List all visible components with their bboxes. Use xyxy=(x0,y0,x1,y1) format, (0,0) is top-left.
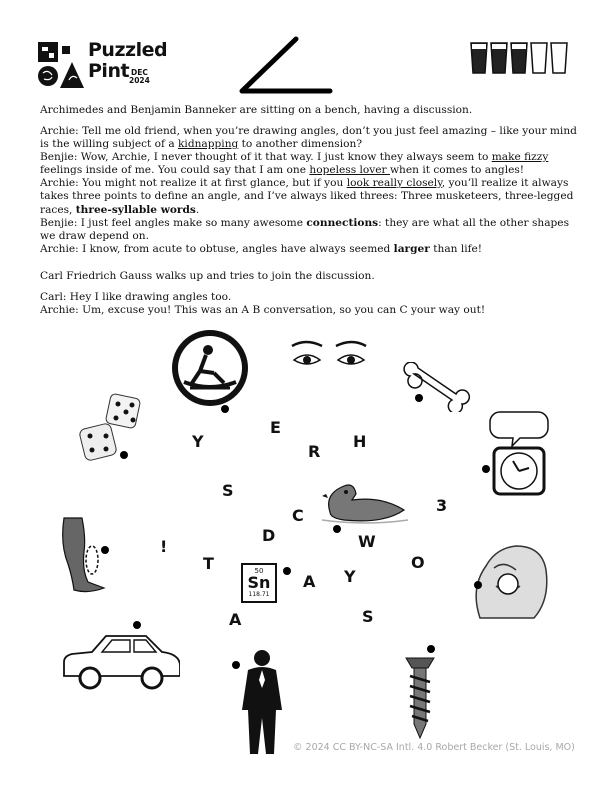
logo-year: 2024 xyxy=(129,76,150,85)
logo-month: DEC xyxy=(131,68,148,77)
underlined-look-really-closely: look really closely xyxy=(346,177,442,190)
puzzled-pint-logo-icon xyxy=(36,40,88,92)
screw-icon xyxy=(400,654,440,740)
bold-three-syllable-words: three-syllable words xyxy=(75,203,196,216)
credit-line: © 2024 CC BY-NC-SA Intl. 4.0 Robert Becker (St. Louis, MO) xyxy=(293,742,575,753)
beer-glass-empty-icon xyxy=(531,43,547,73)
beer-glass-empty-icon xyxy=(551,43,567,73)
archie-line-2: Archie: You might not realize it at first glance, but if you look really closely, you’ll realize it always takes three points to define an angle, and I’ve always liked threes: Three musketeers, three-legged races, three-syllable words. xyxy=(40,177,574,216)
angle-title-icon xyxy=(238,36,334,96)
dot xyxy=(283,567,291,575)
underlined-make-fizzy: make fizzy xyxy=(491,151,549,164)
letter-y-1: Y xyxy=(192,432,204,451)
logo-title xyxy=(88,40,167,82)
letter-r: R xyxy=(308,442,321,461)
bold-connections: connections xyxy=(306,216,379,229)
letter-s-1: S xyxy=(222,481,234,500)
intro-text: Archimedes and Benjamin Banneker are sitting on a bench, having a discussion. xyxy=(40,104,473,116)
dice-icon xyxy=(76,392,144,464)
dot xyxy=(232,661,240,669)
letter-o: O xyxy=(411,553,425,572)
dot xyxy=(333,525,341,533)
logo-line1: Puzzled xyxy=(88,39,168,61)
archie-final-line: Archie: Um, excuse you! This was an A B conversation, so you can C your way out! xyxy=(40,304,486,317)
logo-line2: Pint xyxy=(88,60,130,82)
alarm-clock-speech-bubble-icon xyxy=(488,408,550,500)
tin-element-tile xyxy=(241,563,277,603)
benjie-line-1: Benjie: Wow, Archie, I never thought of it that way. I just know they always seem to make fizzy feelings inside of me. You could say that I am one hopeless lover when it comes to angles! xyxy=(40,151,549,177)
carl-line: Carl: Hey I like drawing angles too. xyxy=(40,291,232,303)
letter-a-2: A xyxy=(229,610,242,629)
tin-symbol: Sn xyxy=(247,573,271,592)
underlined-hopeless-lover: hopeless lover xyxy=(309,164,390,177)
letter-w: W xyxy=(358,532,376,551)
beer-foam xyxy=(492,44,506,49)
digit-3: 3 xyxy=(436,496,448,515)
gauss-line xyxy=(40,270,580,283)
bold-larger: larger xyxy=(393,242,430,255)
dot xyxy=(427,645,435,653)
letter-a-1: A xyxy=(303,572,316,591)
difficulty-beer-glasses xyxy=(468,40,572,76)
letter-h: H xyxy=(353,432,367,451)
leg-icon xyxy=(54,516,110,594)
dot xyxy=(133,621,141,629)
final-exchange xyxy=(40,291,580,317)
beer-foam xyxy=(512,44,526,49)
dot xyxy=(101,546,109,554)
logo-date xyxy=(129,69,150,85)
duck-icon xyxy=(322,478,410,524)
letter-d: D xyxy=(262,526,276,545)
benjie-line-2: Benjie: I just feel angles make so many awesome connections: they are what all the other shapes we draw depend on. xyxy=(40,216,570,242)
exclamation-mark: ! xyxy=(160,537,168,556)
dot xyxy=(415,394,423,402)
underlined-kidnapping: kidnapping xyxy=(178,138,239,151)
dot xyxy=(120,451,128,459)
dot xyxy=(474,581,482,589)
bone-icon xyxy=(400,362,474,412)
dot xyxy=(221,405,229,413)
tin-atomic-number: 50 xyxy=(254,567,264,575)
letter-e: E xyxy=(270,418,281,437)
archie-line-3: Archie: I know, from acute to obtuse, angles have always seemed larger than life! xyxy=(40,242,483,255)
dot xyxy=(482,465,490,473)
tin-atomic-mass: 118.71 xyxy=(248,591,270,598)
car-icon xyxy=(60,626,180,692)
letter-t: T xyxy=(203,554,214,573)
letter-y-2: Y xyxy=(344,567,356,586)
letter-c: C xyxy=(292,506,304,525)
beer-foam xyxy=(472,44,486,49)
eyes-icon xyxy=(290,340,370,374)
rower-icon xyxy=(170,328,250,408)
man-in-suit-icon xyxy=(240,648,284,758)
archie-line-1: Archie: Tell me old friend, when you’re drawing angles, don’t you just feel amazing – like your mind is the willing subject of a kidnapping to another dimension? xyxy=(40,125,577,151)
muscle-man-icon xyxy=(466,538,550,622)
gauss-text: Carl Friedrich Gauss walks up and tries to join the discussion. xyxy=(40,270,375,282)
letter-s-2: S xyxy=(362,607,374,626)
dialogue-block xyxy=(40,125,580,256)
story-intro xyxy=(40,104,580,117)
